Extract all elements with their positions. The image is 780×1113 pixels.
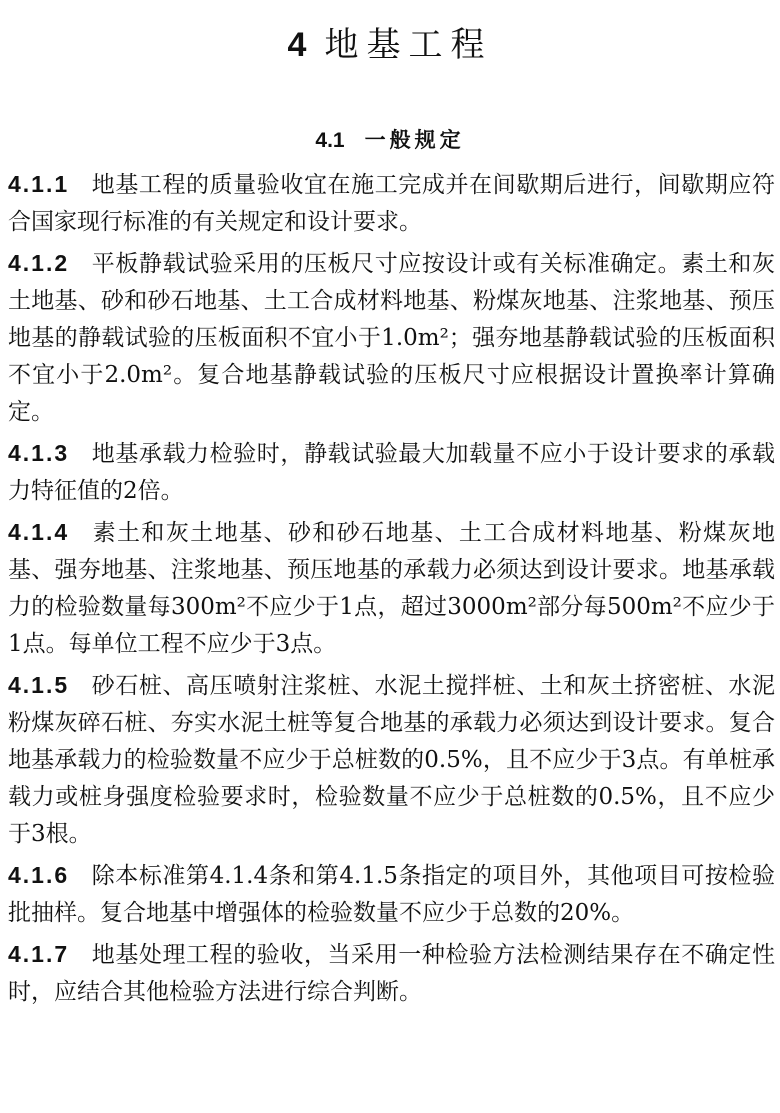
clause-4-1-4 — [8, 514, 775, 663]
clause-text: 平板静载试验采用的压板尺寸应按设计或有关标准确定。素土和灰土地基、砂和砂石地基、土工合成材料地基、粉煤灰地基、注浆地基、预压地基的静载试验的压板面积不宜小于1.0m²；强夯地基静载试验的压板面积不宜小于2.0m²。复合地基静载试验的压板尺寸应根据设计置换率计算确定。 — [8, 251, 775, 425]
clause-number: 4.1.6 — [8, 862, 70, 888]
clause-4-1-7 — [8, 936, 775, 1011]
clause-4-1-5 — [8, 667, 775, 853]
clause-number: 4.1.4 — [8, 519, 70, 545]
clause-number: 4.1.3 — [8, 440, 70, 466]
chapter-title-text: 地基工程 — [324, 24, 493, 65]
clause-4-1-3 — [8, 435, 775, 510]
clause-list — [8, 166, 775, 1015]
section-title — [0, 125, 780, 156]
clause-number: 4.1.7 — [8, 941, 70, 967]
clause-text: 素土和灰土地基、砂和砂石地基、土工合成材料地基、粉煤灰地基、强夯地基、注浆地基、预压地基的承载力必须达到设计要求。地基承载力的检验数量每300m²不应少于1点，超过3000m²部分每500m²不应少于1点。每单位工程不应少于3点。 — [8, 520, 775, 657]
clause-number: 4.1.5 — [8, 672, 70, 698]
clause-number: 4.1.2 — [8, 250, 70, 276]
section-title-text: 一般规定 — [364, 128, 465, 153]
clause-4-1-2 — [8, 245, 775, 431]
chapter-number: 4 — [287, 25, 307, 64]
section-number: 4.1 — [315, 129, 345, 153]
clause-text: 地基承载力检验时，静载试验最大加载量不应小于设计要求的承载力特征值的2倍。 — [8, 441, 775, 504]
clause-4-1-1 — [8, 166, 775, 241]
clause-text: 砂石桩、高压喷射注浆桩、水泥土搅拌桩、土和灰土挤密桩、水泥粉煤灰碎石桩、夯实水泥土桩等复合地基的承载力必须达到设计要求。复合地基承载力的检验数量不应少于总桩数的0.5%，且不应少于3点。有单桩承载力或桩身强度检验要求时，检验数量不应少于总桩数的0.5%，且不应少于3根。 — [8, 673, 775, 847]
clause-4-1-6 — [8, 857, 775, 932]
clause-text: 地基工程的质量验收宜在施工完成并在间歇期后进行，间歇期应符合国家现行标准的有关规定和设计要求。 — [8, 172, 775, 235]
chapter-title — [0, 25, 780, 65]
clause-text: 除本标准第4.1.4条和第4.1.5条指定的项目外，其他项目可按检验批抽样。复合地基中增强体的检验数量不应少于总数的20%。 — [8, 863, 775, 926]
clause-text: 地基处理工程的验收，当采用一种检验方法检测结果存在不确定性时，应结合其他检验方法进行综合判断。 — [8, 942, 775, 1005]
clause-number: 4.1.1 — [8, 171, 70, 197]
